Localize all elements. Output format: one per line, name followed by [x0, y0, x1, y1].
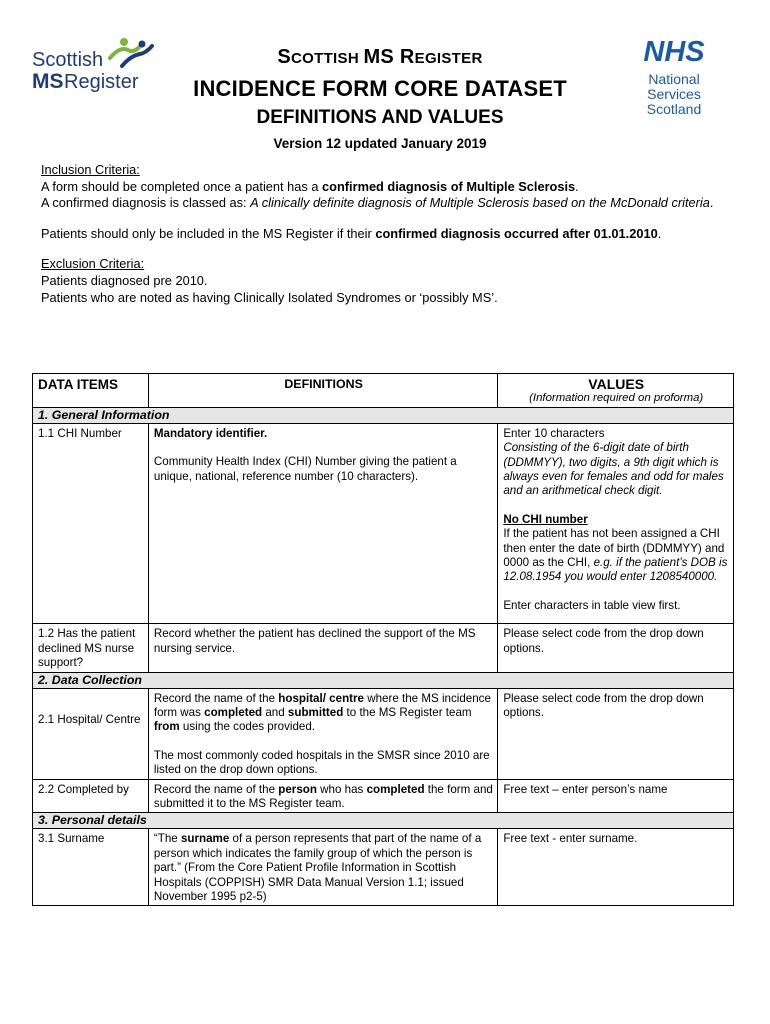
- register-title: SCOTTISH MS REGISTER: [277, 46, 483, 68]
- svg-text:Register: Register: [64, 71, 139, 93]
- item-declined-nurse-support: 1.2 Has the patient declined MS nurse support?: [33, 624, 149, 672]
- header-values: VALUES (Information required on proforma): [498, 374, 734, 408]
- version-label: Version 12 updated January 2019: [273, 136, 487, 151]
- definition-completed-by: Record the name of the person who has completed the form and submitted it to the MS Register team.: [148, 779, 497, 813]
- definition-declined-nurse-support: Record whether the patient has declined the support of the MS nursing service.: [148, 624, 497, 672]
- svg-text:MS: MS: [32, 70, 64, 93]
- table-row: [33, 688, 734, 779]
- svg-text:Scotland: Scotland: [646, 101, 702, 117]
- definition-chi-number: Mandatory identifier. Community Health Index (CHI) Number giving the patient a unique, national, reference number (10 characters).: [148, 423, 497, 623]
- inclusion-heading: Inclusion Criteria:: [41, 162, 140, 177]
- value-surname: Free text - enter surname.: [498, 829, 734, 906]
- table-row: [33, 624, 734, 672]
- value-completed-by: Free text – enter person’s name: [498, 779, 734, 813]
- section-row-general-information: 1. General Information: [33, 407, 734, 423]
- criteria-section: [41, 162, 731, 306]
- scottish-ms-register-logo: [30, 36, 155, 94]
- table-row: [33, 829, 734, 906]
- svg-text:National: National: [648, 71, 700, 87]
- item-completed-by: 2.2 Completed by: [33, 779, 149, 813]
- value-declined-nurse-support: Please select code from the drop down options.: [498, 624, 734, 672]
- inclusion-line-1: A form should be completed once a patient has a confirmed diagnosis of Multiple Sclerosis.: [41, 178, 579, 194]
- nhs-national-services-scotland-logo: [632, 34, 716, 120]
- table-header-row: [33, 374, 734, 408]
- inclusion-line-2: A confirmed diagnosis is classed as: A clinically definite diagnosis of Multiple Sclerosis based on the McDonald criteria.: [41, 195, 714, 211]
- table-row: [33, 779, 734, 813]
- section-row-data-collection: 2. Data Collection: [33, 672, 734, 688]
- header-definitions: DEFINITIONS: [148, 374, 497, 408]
- definitions-table: [32, 373, 734, 906]
- value-chi-number: Enter 10 characters Consisting of the 6-digit date of birth (DDMMYY), two digits, a 9th digit which is always even for females and odd for males and an arithmetical check digit. No CHI number If the patient has not been assigned a CHI then enter the date of birth (DDMMYY) and 0000 as the CHI, e.g. if the patient’s DOB is 12.08.1954 you would enter 1208540000. Enter characters in table view first.: [498, 423, 734, 623]
- item-surname: 3.1 Surname: [33, 829, 149, 906]
- form-title: INCIDENCE FORM CORE DATASET: [193, 76, 567, 101]
- header-data-items: DATA ITEMS: [33, 374, 149, 408]
- exclusion-heading: Exclusion Criteria:: [41, 256, 145, 272]
- value-hospital-centre: Please select code from the drop down options.: [498, 688, 734, 779]
- svg-text:Scottish: Scottish: [32, 49, 104, 71]
- item-hospital-centre: 2.1 Hospital/ Centre: [33, 688, 149, 779]
- definition-surname: “The surname of a person represents that part of the name of a person which indicates the family group of which the person is part.” (From the Core Patient Profile Information in Scottish Hospitals (COPPISH) SMR Data Manual Version 1.1; issued November 1995 p2-5): [148, 829, 497, 906]
- form-subtitle: DEFINITIONS AND VALUES: [256, 107, 504, 128]
- svg-text:Services: Services: [647, 86, 701, 102]
- section-row-personal-details: 3. Personal details: [33, 813, 734, 829]
- document-title-block: [150, 44, 610, 151]
- item-chi-number: 1.1 CHI Number: [33, 423, 149, 623]
- svg-text:NHS: NHS: [643, 36, 705, 68]
- exclusion-line-1: Patients diagnosed pre 2010.: [41, 272, 208, 288]
- table-row: [33, 423, 734, 623]
- definition-hospital-centre: Record the name of the hospital/ centre where the MS incidence form was completed and submitted to the MS Register team from using the codes provided. The most commonly coded hospitals in the SMSR since 2010 are listed on the drop down options.: [148, 688, 497, 779]
- inclusion-date-rule: Patients should only be included in the MS Register if their confirmed diagnosis occurred after 01.01.2010.: [41, 225, 662, 241]
- exclusion-line-2: Patients who are noted as having Clinically Isolated Syndromes or ‘possibly MS’.: [41, 289, 498, 305]
